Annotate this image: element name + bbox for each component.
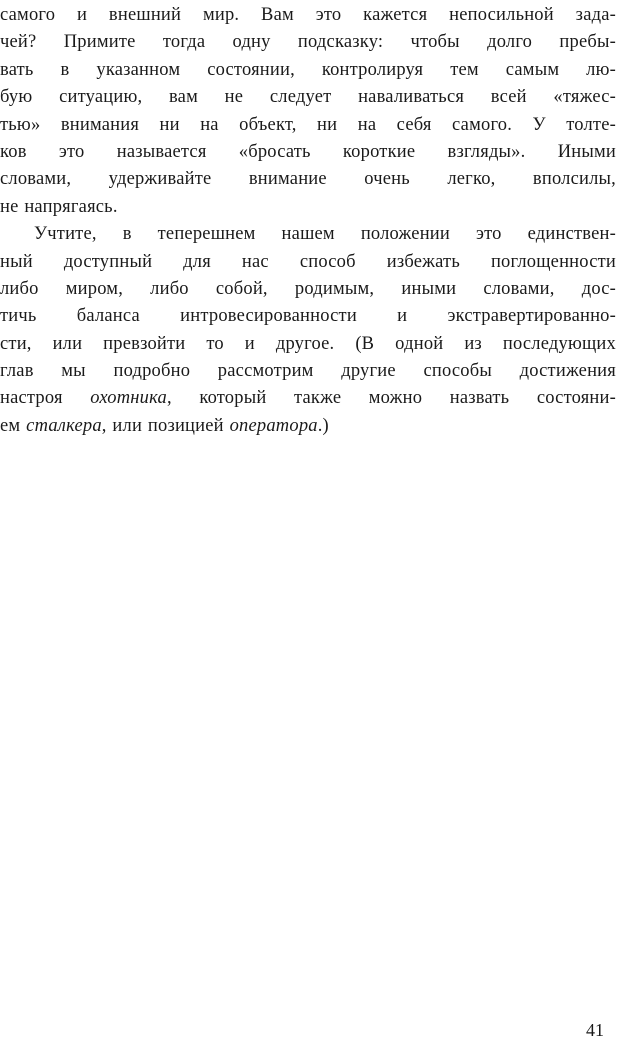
text-line: тичь баланса интровесированности и экстравертированно- <box>0 306 616 327</box>
italic-term: сталкера <box>26 415 102 436</box>
text-run: настроя <box>0 388 91 409</box>
text-line <box>0 385 620 412</box>
italic-term: охотника <box>90 388 167 409</box>
text-line: словами, удерживайте внимание очень легко, вполсилы, <box>0 169 616 190</box>
page-number: 41 <box>586 1020 604 1040</box>
text-line: либо миром, либо собой, родимым, иными словами, дос- <box>0 278 616 299</box>
text-line: тью» внимания ни на объект, ни на себя самого. У толте- <box>0 114 616 135</box>
text-line: не напрягаясь. <box>0 196 118 217</box>
italic-term: оператора <box>229 415 318 436</box>
text-line <box>0 413 620 440</box>
body-text <box>0 0 620 440</box>
text-line: ков это называется «бросать короткие взгляды». Иными <box>0 141 616 162</box>
text-run: ем <box>0 415 27 436</box>
text-run: , который также можно назвать состояни- <box>166 388 616 409</box>
text-line: вать в указанном состоянии, контролируя тем самым лю- <box>0 59 616 80</box>
text-line: Учтите, в теперешнем нашем положении это единствен- <box>34 224 616 245</box>
text-line: самого и внешний мир. Вам это кажется непосильной зада- <box>0 5 616 25</box>
text-line: чей? Примите тогда одну подсказку: чтобы долго пребы- <box>0 32 616 53</box>
text-line: ный доступный для нас способ избежать поглощенности <box>0 251 616 272</box>
text-line: глав мы подробно рассмотрим другие способы достижения <box>0 361 616 382</box>
text-line: бую ситуацию, вам не следует наваливаться всей «тяжес- <box>0 87 616 108</box>
text-line: сти, или превзойти то и другое. (В одной из последующих <box>0 333 616 354</box>
text-run: , или позицией <box>101 415 230 436</box>
text-run: .) <box>317 415 329 436</box>
